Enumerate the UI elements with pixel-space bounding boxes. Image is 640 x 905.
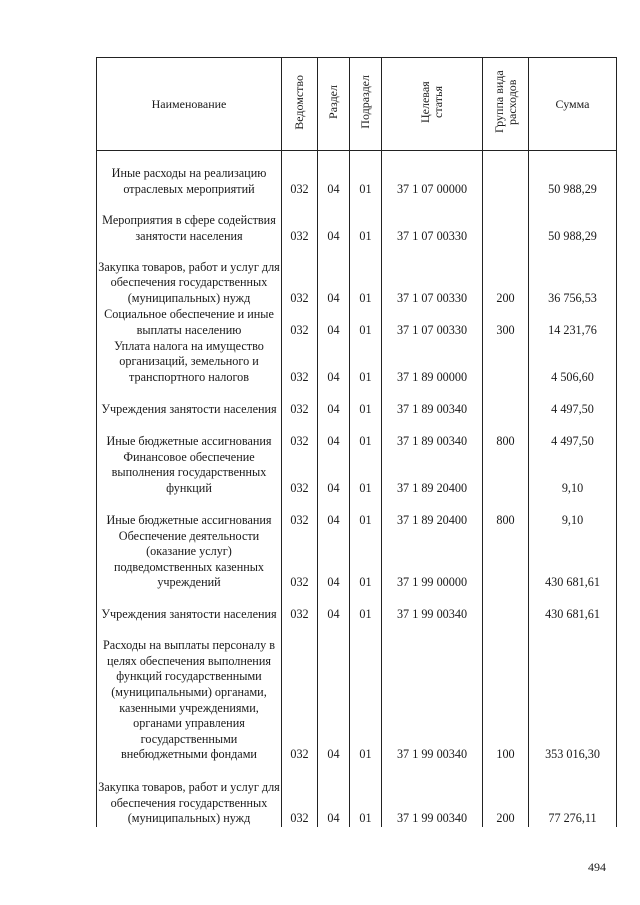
cell-name: Закупка товаров, работ и услуг для обеспечения государственных (муниципальных) нужд: [97, 763, 282, 827]
table-row: [97, 339, 617, 386]
cell-razdel: 04: [318, 450, 350, 497]
cell-cs: 37 1 89 20400: [382, 450, 483, 497]
cell-name: Мероприятия в сфере содействия занятости населения: [97, 198, 282, 245]
cell-ved: 032: [282, 763, 318, 827]
cell-cs: 37 1 07 00330: [382, 307, 483, 339]
cell-razdel: 04: [318, 418, 350, 450]
cell-name: Расходы на выплаты персоналу в целях обеспечения выполнения функций государственными (муниципальными) органами, казенными учреждениями, органами управления государственными внебюджетными фондами: [97, 623, 282, 763]
cell-name: Уплата налога на имущество организаций, земельного и транспортного налогов: [97, 339, 282, 386]
table-header-row: [97, 58, 617, 151]
cell-razdel: 04: [318, 529, 350, 591]
cell-ved: 032: [282, 418, 318, 450]
cell-podrazdel: 01: [350, 763, 382, 827]
cell-name: Финансовое обеспечение выполнения государственных функций: [97, 450, 282, 497]
cell-sum: 430 681,61: [529, 591, 617, 623]
cell-vr: [483, 591, 529, 623]
cell-cs: 37 1 07 00330: [382, 245, 483, 307]
cell-ved: 032: [282, 339, 318, 386]
cell-cs: 37 1 99 00340: [382, 591, 483, 623]
cell-sum: 9,10: [529, 497, 617, 529]
cell-name: Иные расходы на реализацию отраслевых мероприятий: [97, 151, 282, 198]
table-row: [97, 151, 617, 198]
cell-sum: 36 756,53: [529, 245, 617, 307]
page-number: 494: [588, 860, 606, 874]
cell-podrazdel: 01: [350, 198, 382, 245]
cell-cs: 37 1 99 00340: [382, 763, 483, 827]
table-row: [97, 450, 617, 497]
cell-sum: 50 988,29: [529, 198, 617, 245]
cell-sum: 50 988,29: [529, 151, 617, 198]
cell-razdel: 04: [318, 245, 350, 307]
cell-podrazdel: 01: [350, 418, 382, 450]
table-row: [97, 763, 617, 827]
cell-vr: 200: [483, 763, 529, 827]
table-row: [97, 591, 617, 623]
budget-table: [96, 57, 617, 827]
cell-cs: 37 1 89 00340: [382, 418, 483, 450]
cell-vr: [483, 198, 529, 245]
cell-ved: 032: [282, 497, 318, 529]
cell-vr: [483, 529, 529, 591]
cell-cs: 37 1 99 00000: [382, 529, 483, 591]
cell-name: Социальное обеспечение и иные выплаты населению: [97, 307, 282, 339]
cell-sum: 77 276,11: [529, 763, 617, 827]
cell-vr: [483, 339, 529, 386]
cell-podrazdel: 01: [350, 307, 382, 339]
cell-vr: 300: [483, 307, 529, 339]
cell-podrazdel: 01: [350, 245, 382, 307]
cell-ved: 032: [282, 151, 318, 198]
cell-vr: 800: [483, 497, 529, 529]
table-row: [97, 623, 617, 763]
cell-vr: [483, 151, 529, 198]
cell-name: Учреждения занятости населения: [97, 386, 282, 418]
header-tselevaya-statya: Целевая статья: [382, 58, 483, 151]
cell-vr: [483, 386, 529, 418]
cell-razdel: 04: [318, 307, 350, 339]
cell-name: Обеспечение деятельности (оказание услуг) подведомственных казенных учреждений: [97, 529, 282, 591]
cell-vr: 800: [483, 418, 529, 450]
cell-cs: 37 1 99 00340: [382, 623, 483, 763]
header-summa: Сумма: [529, 58, 617, 151]
cell-vr: 100: [483, 623, 529, 763]
table-row: [97, 198, 617, 245]
header-razdel: Раздел: [318, 58, 350, 151]
cell-ved: 032: [282, 623, 318, 763]
cell-sum: 4 506,60: [529, 339, 617, 386]
cell-razdel: 04: [318, 623, 350, 763]
table-row: [97, 497, 617, 529]
cell-ved: 032: [282, 198, 318, 245]
cell-sum: 353 016,30: [529, 623, 617, 763]
cell-razdel: 04: [318, 339, 350, 386]
table-row: [97, 307, 617, 339]
table-row: [97, 245, 617, 307]
cell-podrazdel: 01: [350, 529, 382, 591]
cell-name: Закупка товаров, работ и услуг для обеспечения государственных (муниципальных) нужд: [97, 245, 282, 307]
cell-sum: 14 231,76: [529, 307, 617, 339]
cell-name: Иные бюджетные ассигнования: [97, 497, 282, 529]
cell-ved: 032: [282, 591, 318, 623]
cell-podrazdel: 01: [350, 497, 382, 529]
cell-name: Учреждения занятости населения: [97, 591, 282, 623]
cell-ved: 032: [282, 386, 318, 418]
cell-name: Иные бюджетные ассигнования: [97, 418, 282, 450]
cell-vr: 200: [483, 245, 529, 307]
cell-cs: 37 1 07 00000: [382, 151, 483, 198]
cell-vr: [483, 450, 529, 497]
cell-sum: 9,10: [529, 450, 617, 497]
cell-podrazdel: 01: [350, 450, 382, 497]
table-row: [97, 529, 617, 591]
cell-sum: 4 497,50: [529, 418, 617, 450]
header-name: Наименование: [97, 58, 282, 151]
cell-podrazdel: 01: [350, 386, 382, 418]
header-podrazdel: Подраздел: [350, 58, 382, 151]
header-vedomstvo: Ведомство: [282, 58, 318, 151]
cell-cs: 37 1 89 00340: [382, 386, 483, 418]
cell-podrazdel: 01: [350, 339, 382, 386]
cell-ved: 032: [282, 245, 318, 307]
cell-razdel: 04: [318, 497, 350, 529]
cell-podrazdel: 01: [350, 623, 382, 763]
cell-razdel: 04: [318, 386, 350, 418]
cell-sum: 430 681,61: [529, 529, 617, 591]
header-gruppa-vida-rashodov: Группа вида расходов: [483, 58, 529, 151]
cell-razdel: 04: [318, 763, 350, 827]
table-row: [97, 386, 617, 418]
cell-razdel: 04: [318, 198, 350, 245]
cell-ved: 032: [282, 307, 318, 339]
cell-ved: 032: [282, 450, 318, 497]
cell-ved: 032: [282, 529, 318, 591]
cell-razdel: 04: [318, 151, 350, 198]
cell-cs: 37 1 89 20400: [382, 497, 483, 529]
cell-cs: 37 1 89 00000: [382, 339, 483, 386]
cell-cs: 37 1 07 00330: [382, 198, 483, 245]
cell-sum: 4 497,50: [529, 386, 617, 418]
table-row: [97, 418, 617, 450]
cell-podrazdel: 01: [350, 591, 382, 623]
cell-podrazdel: 01: [350, 151, 382, 198]
cell-razdel: 04: [318, 591, 350, 623]
